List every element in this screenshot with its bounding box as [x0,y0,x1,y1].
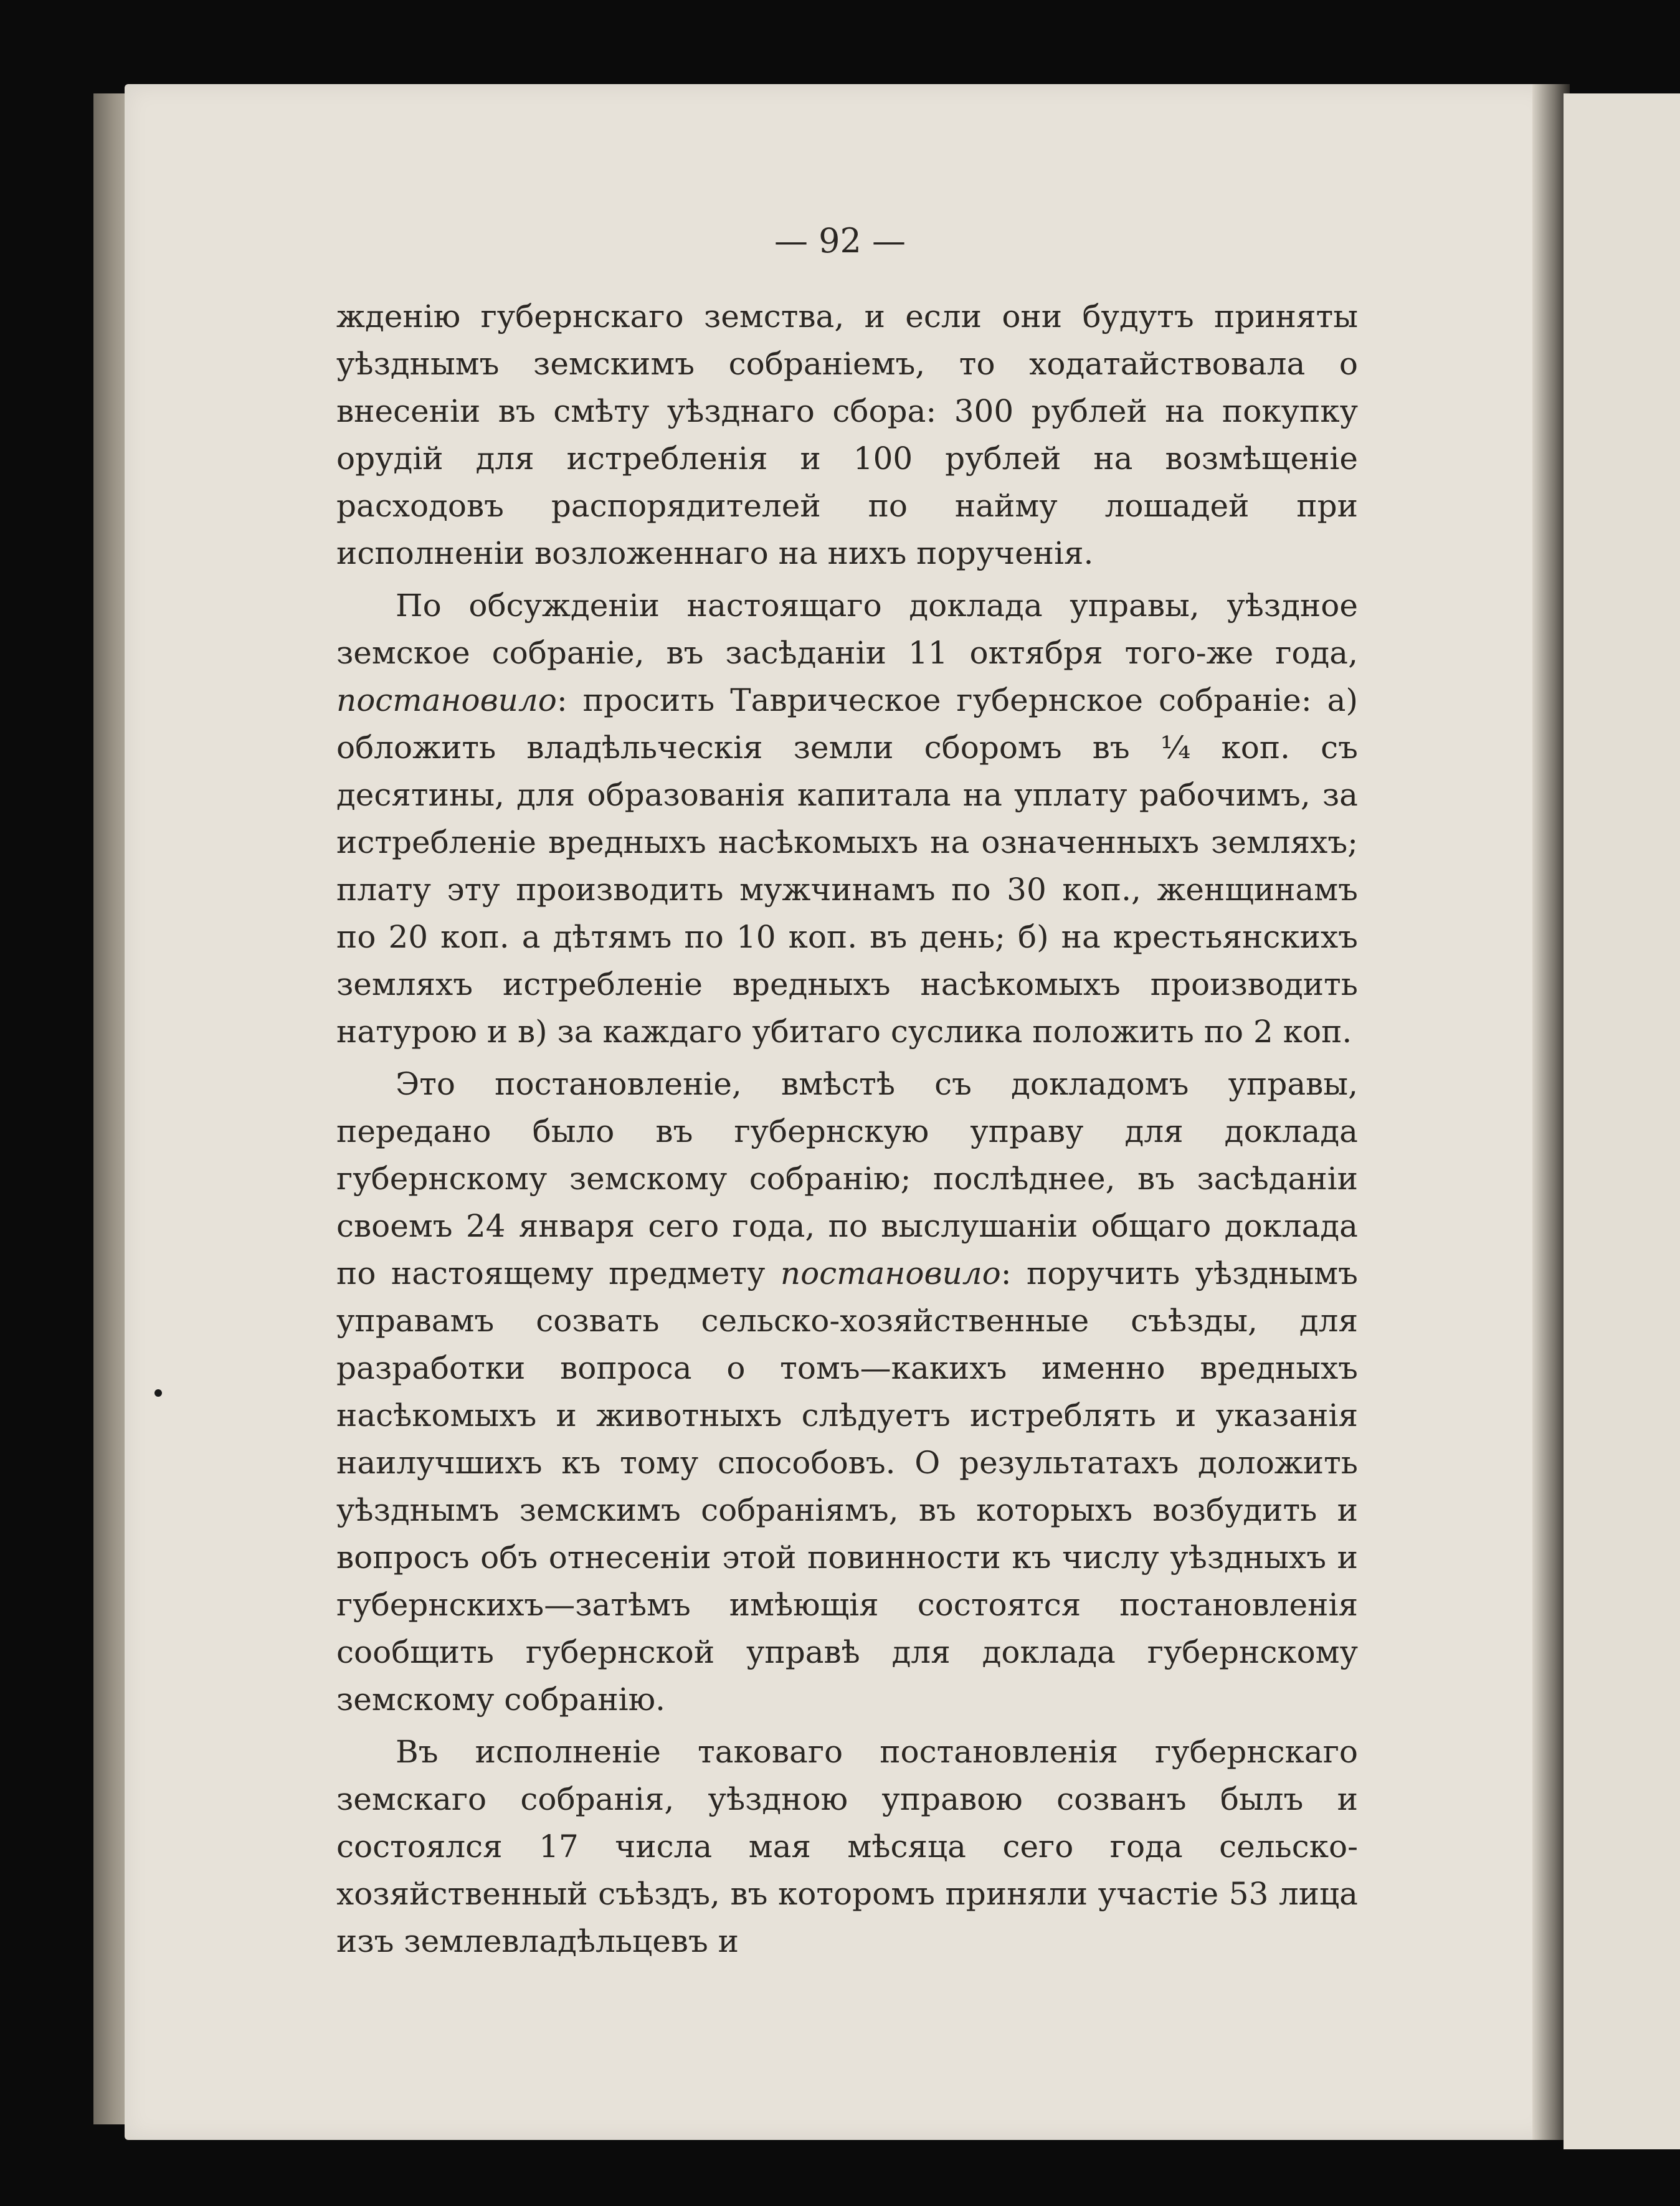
paragraph-3-text-start: Это постановленіе, вмѣстѣ съ докладомъ управы, передано было въ губернскую управу для доклада губернскому земскому собранію; послѣднее, въ засѣданіи своемъ 24 января сего года, по выслушаніи общаго доклада по настоящему предмету [336,1066,1358,1291]
margin-mark [154,1389,162,1397]
paragraph-3 [336,1060,1358,1723]
paragraph-4: Въ исполненіе таковаго постановленія губернскаго земскаго собранія, уѣздною управою созванъ былъ и состоялся 17 числа мая мѣсяца сего года сельско-хозяйственный съѣздъ, въ которомъ приняли участіе 53 лица изъ землевладѣльцевъ и [336,1734,1358,1959]
paragraph-1: жденію губернскаго земства, и если они будутъ приняты уѣзднымъ земскимъ собраніемъ, то ходатайствовала о внесеніи въ смѣту уѣзднаго сбора: 300 рублей на покупку орудій для истребленія и 100 рублей на возмѣщеніе расходовъ распорядителей по найму лошадей при исполненіи возложеннаго на нихъ порученія. [336,298,1358,571]
paragraph-3-text-end: : поручить уѣзднымъ управамъ созвать сельско-хозяйственные съѣзды, для разработки вопроса о томъ—какихъ именно вредныхъ насѣкомыхъ и животныхъ слѣдуетъ истреблять и указанія наилучшихъ къ тому способовъ. О результатахъ доложить уѣзднымъ земскимъ собраніямъ, въ которыхъ возбудить и вопросъ объ отнесеніи этой повинности къ числу уѣздныхъ и губернскихъ—затѣмъ имѣющія состоятся постановленія сообщить губернской управѣ для доклада губернскому земскому собранію. [336,1255,1358,1718]
paragraph-2-text-end: : просить Таврическое губернское собраніе: а) обложить владѣльческія земли сборомъ въ ¼ коп. съ десятины, для образованія капитала на уплату рабочимъ, за истребленіе вредныхъ насѣкомыхъ на означенныхъ земляхъ; плату эту производить мужчинамъ по 30 коп., женщинамъ по 20 коп. а дѣтямъ по 10 коп. въ день; б) на крестьянскихъ земляхъ истребленіе вредныхъ насѣкомыхъ производить натурою и в) за каждаго убитаго суслика положить по 2 коп. [336,682,1358,1050]
body-text [336,293,1358,1965]
paragraph-2 [336,582,1358,1055]
paragraph-2-text-start: По обсужденіи настоящаго доклада управы, уѣздное земское собраніе, въ засѣданіи 11 октября того-же года, [336,587,1358,671]
page-number: — 92 — [774,221,906,260]
paragraph-3-emphasis: постановило [780,1255,1001,1291]
paragraph-2-emphasis: постановило [336,682,557,718]
facing-page-edge [1564,93,1680,2149]
